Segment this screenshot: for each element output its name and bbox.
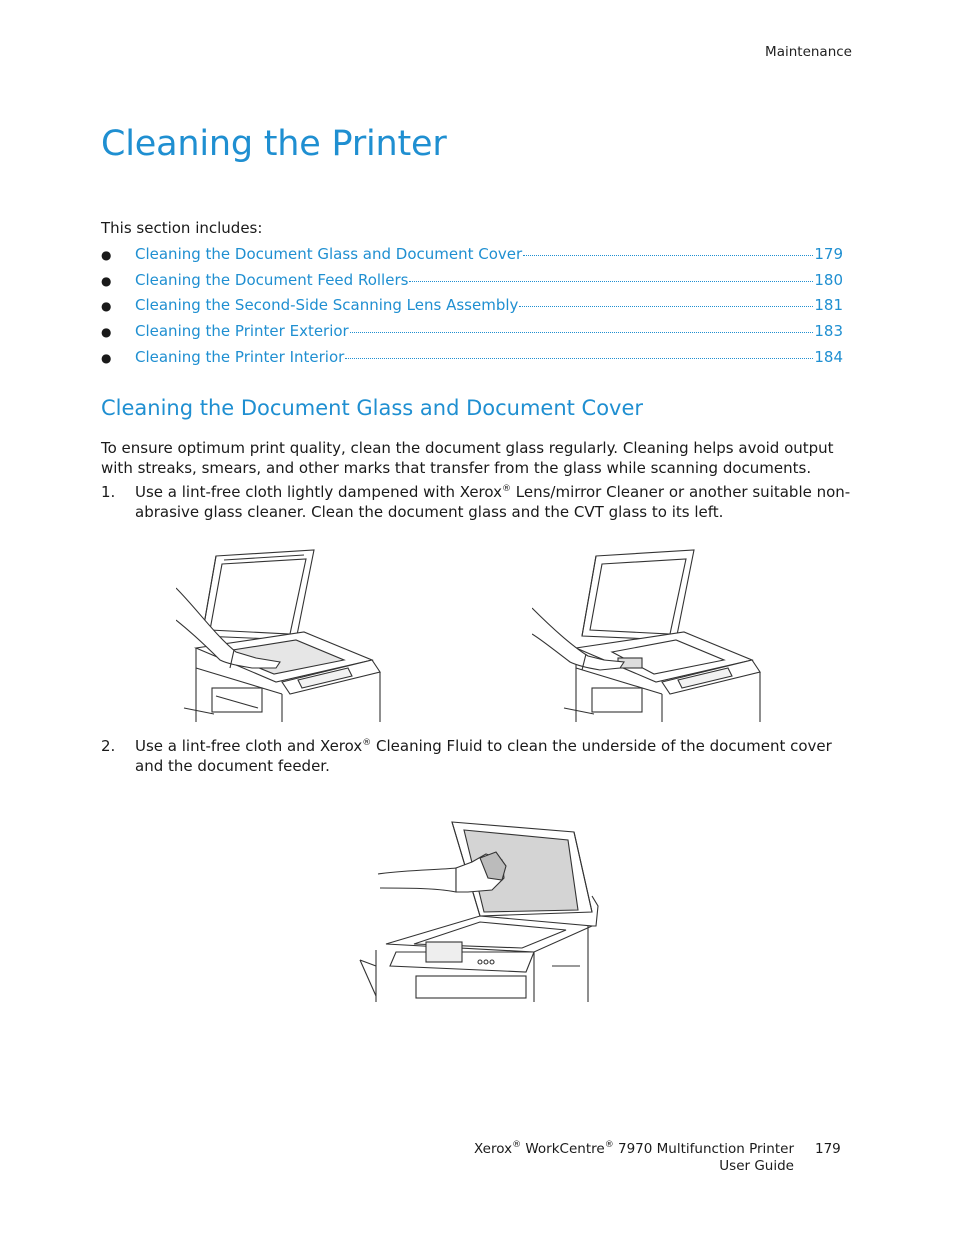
- toc-link[interactable]: Cleaning the Printer Interior: [135, 347, 345, 366]
- bullet-icon: ●: [101, 273, 112, 288]
- section-heading: Cleaning the Document Glass and Document Cover: [101, 396, 644, 420]
- step-1: [101, 482, 861, 522]
- bullet-icon: ●: [101, 325, 112, 340]
- toc-item[interactable]: [101, 321, 843, 347]
- toc-leader: [519, 305, 813, 307]
- table-of-contents: [101, 244, 843, 372]
- step-2: [101, 736, 861, 776]
- bullet-icon: ●: [101, 350, 112, 365]
- step-text: Use a lint-free cloth lightly dampened with Xerox® Lens/mirror Cleaner or another suitable non-abrasive glass cleaner. Clean the document glass and the CVT glass to its left.: [135, 483, 851, 521]
- footer-guide: User Guide: [719, 1158, 794, 1174]
- toc-item[interactable]: [101, 295, 843, 321]
- bullet-icon: ●: [101, 299, 112, 314]
- toc-item[interactable]: [101, 244, 843, 270]
- bullet-icon: ●: [101, 248, 112, 262]
- section-intro: This section includes:: [101, 219, 263, 237]
- step-text: Use a lint-free cloth and Xerox® Cleaning Fluid to clean the underside of the document cover and the document feeder.: [135, 737, 832, 775]
- printer-glass-cleaning-illustration: [176, 548, 386, 722]
- toc-leader: [523, 254, 813, 256]
- printer-cover-cleaning-illustration: [356, 816, 600, 1002]
- toc-page[interactable]: 179: [814, 245, 843, 263]
- toc-leader: [350, 331, 814, 333]
- footer-product: Xerox® WorkCentre® 7970 Multifunction Printer: [474, 1140, 794, 1157]
- toc-link[interactable]: Cleaning the Document Feed Rollers: [135, 270, 409, 289]
- toc-link[interactable]: Cleaning the Second-Side Scanning Lens Assembly: [135, 296, 519, 315]
- toc-page[interactable]: 181: [814, 296, 843, 315]
- toc-page[interactable]: 180: [814, 270, 843, 289]
- toc-page[interactable]: 184: [814, 347, 843, 366]
- toc-link[interactable]: Cleaning the Document Glass and Document Cover: [135, 245, 523, 263]
- toc-leader: [409, 280, 813, 282]
- page-title: Cleaning the Printer: [101, 124, 447, 164]
- toc-link[interactable]: Cleaning the Printer Exterior: [135, 322, 349, 341]
- step-number: 1.: [101, 483, 116, 501]
- section-paragraph: To ensure optimum print quality, clean the document glass regularly. Cleaning helps avoid output with streaks, smears, and other marks that transfer from the glass while scanning documents.: [101, 439, 834, 477]
- footer-page-number: 179: [815, 1141, 841, 1157]
- toc-item[interactable]: [101, 270, 843, 296]
- running-head: Maintenance: [765, 44, 852, 60]
- printer-cvt-cleaning-illustration: [532, 548, 766, 722]
- toc-page[interactable]: 183: [814, 322, 843, 341]
- toc-item[interactable]: [101, 347, 843, 373]
- toc-leader: [345, 357, 813, 359]
- step-number: 2.: [101, 737, 116, 755]
